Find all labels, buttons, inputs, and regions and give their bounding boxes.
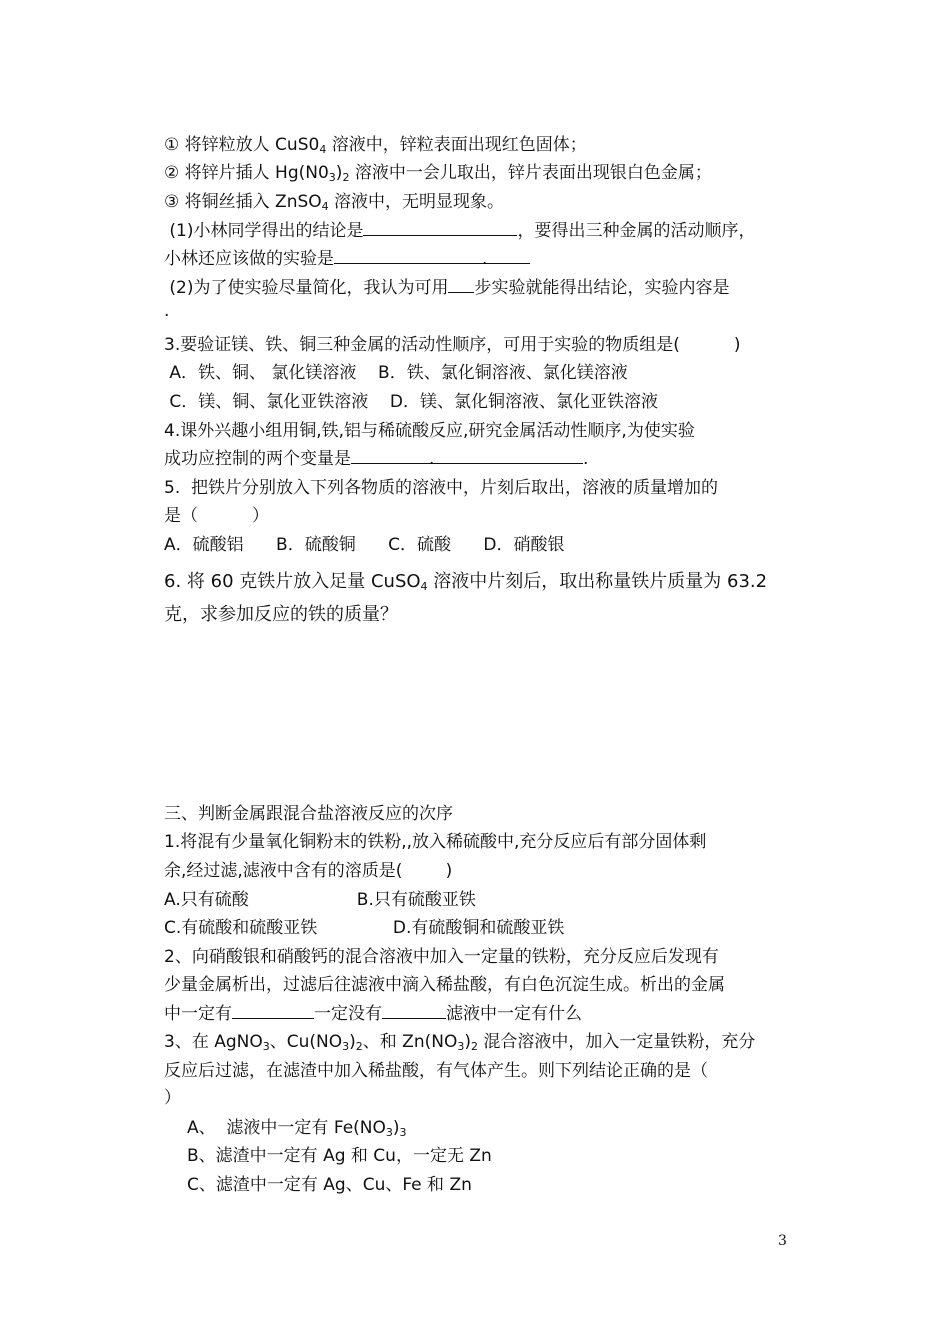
answer-blank[interactable]	[363, 219, 517, 236]
answer-blank[interactable]: .	[334, 247, 530, 264]
section-3-q1-line-1: 1.将混有少量氧化铜粉末的铁粉,,放入稀硫酸中,充分反应后有部分固体剩	[164, 832, 707, 852]
experiment-3: ③ 将铜丝插入 ZnSO$_4$ 溶液中，无明显现象。	[164, 192, 505, 213]
question-3-options-cd: C．镁、铜、氯化亚铁溶液 D．镁、氯化铜溶液、氯化亚铁溶液	[164, 392, 658, 412]
question-3: 3.要验证镁、铁、铜三种金属的活动性顺序，可用于实验的物质组是( )	[164, 335, 741, 355]
answer-blank[interactable]	[382, 1002, 446, 1019]
section-3-q3-line-1: 3、在 AgNO$_3$、$Cu(NO_3)_2$、和 $Zn(NO_3)_2$ 混合溶液中，加入一定量铁粉，充分	[164, 1032, 756, 1053]
question-1-line-2: 小林还应该做的实验是 .	[164, 247, 530, 271]
experiment-2: ② 将锌片插人 $Hg(N0_3)_2$ 溶液中一会儿取出，锌片表面出现银白色金属；	[164, 163, 712, 184]
question-5-line-2: 是（ ）	[164, 506, 270, 526]
section-3-q3-line-3: ）	[164, 1088, 181, 1108]
section-3-q2-line-2: 少量金属析出，过滤后往滤液中滴入稀盐酸，有白色沉淀生成。析出的金属	[164, 975, 725, 995]
answer-blank[interactable]	[232, 1002, 314, 1019]
question-2-line-1: (2)为了使实验尽量简化，我认为可用 步实验就能得出结论，实验内容是	[164, 278, 730, 298]
section-3-q2-line-1: 2、向硝酸银和硝酸钙的混合溶液中加入一定量的铁粉，充分反应后发现有	[164, 947, 719, 967]
question-4-line-1: 4.课外兴趣小组用铜,铁,铝与稀硫酸反应,研究金属活动性顺序,为使实验	[164, 421, 695, 441]
section-3-q3-option-b: B、滤渣中一定有 Ag 和 Cu，一定无 Zn	[187, 1146, 492, 1166]
section-3-q3-line-2: 反应后过滤，在滤渣中加入稀盐酸，有气体产生。则下列结论正确的是（	[164, 1061, 708, 1081]
question-2-line-2: .	[164, 301, 170, 321]
question-3-options-ab: A．铁、铜、 氯化镁溶液 B．铁、氯化铜溶液、氯化镁溶液	[164, 363, 628, 383]
question-6-line-1: 6. 将 60 克铁片放入足量 CuSO$_4$ 溶液中片刻后，取出称量铁片质量为 63.2	[164, 571, 768, 593]
section-3-q1-options-ab: A.只有硫酸 B.只有硫酸亚铁	[164, 890, 476, 910]
section-3-q1-line-2: 余,经过滤,滤液中含有的溶质是( )	[164, 861, 453, 881]
section-3-q1-options-cd: C.有硫酸和硫酸亚铁 D.有硫酸铜和硫酸亚铁	[164, 918, 565, 938]
page-number: 3	[778, 1233, 787, 1249]
question-1-line-1: (1)小林同学得出的结论是 ，要得出三种金属的活动顺序，	[164, 221, 756, 241]
section-3-q3-option-a: A、 滤液中一定有 $Fe(NO_3)_3$	[187, 1118, 407, 1139]
question-4-line-2: 成功应控制的两个变量是 . .	[164, 449, 589, 469]
section-3-heading: 三、判断金属跟混合盐溶液反应的次序	[164, 804, 453, 824]
section-3-q3-option-c: C、滤渣中一定有 Ag、Cu、Fe 和 Zn	[187, 1175, 472, 1195]
answer-blank[interactable]: .	[351, 447, 583, 464]
section-3-q2-line-3: 中一定有 一定没有 滤液中一定有什么	[164, 1004, 582, 1024]
answer-blank[interactable]	[448, 276, 474, 293]
question-5-options: A．硫酸铝 B．硫酸铜 C．硫酸 D．硝酸银	[164, 535, 565, 555]
question-6-line-2: 克，求参加反应的铁的质量？	[164, 604, 398, 625]
experiment-1: ① 将锌粒放人 $CuS0_4$ 溶液中，锌粒表面出现红色固体；	[164, 135, 587, 156]
question-5-line-1: 5. 把铁片分别放入下列各物质的溶液中，片刻后取出，溶液的质量增加的	[164, 478, 719, 498]
